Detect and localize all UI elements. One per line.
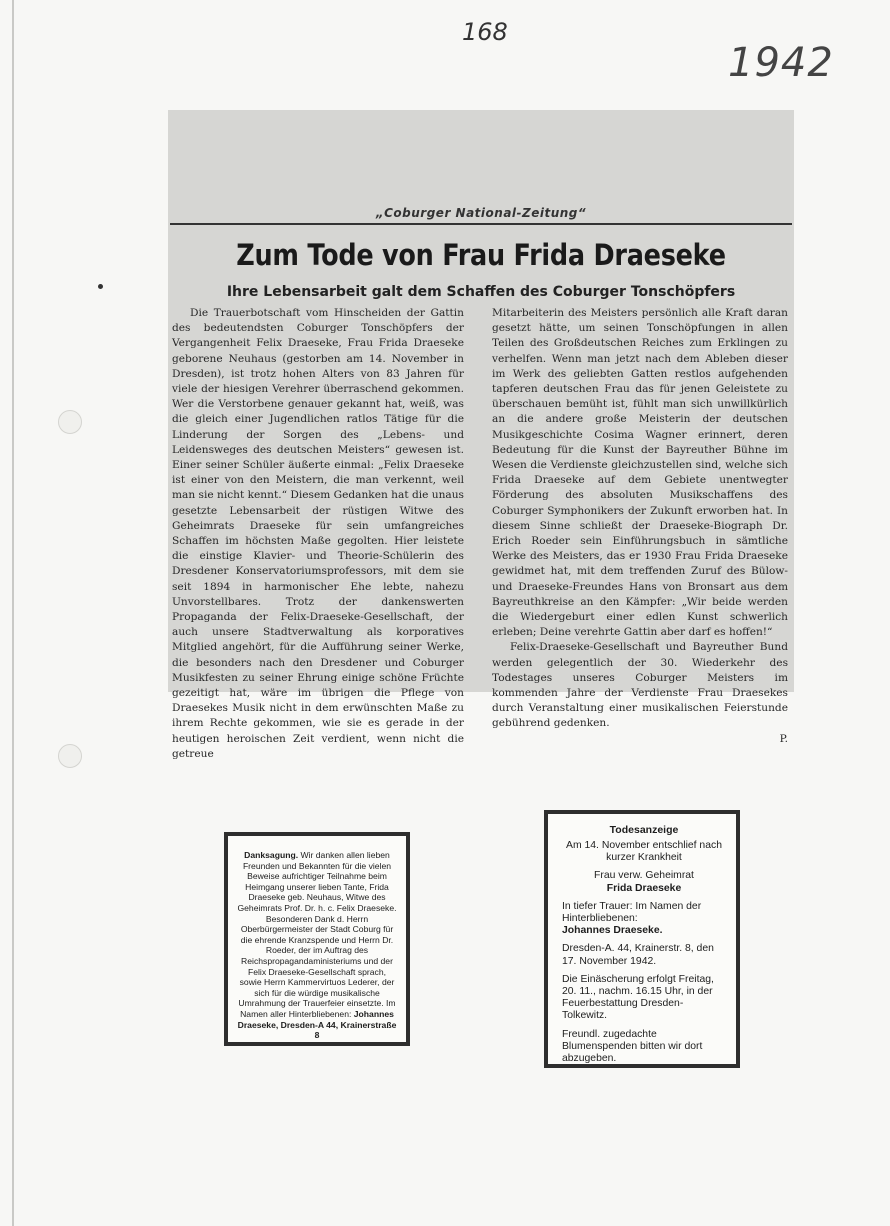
death-notice-mourners: In tiefer Trauer: Im Namen der Hinterbliebenen:	[562, 900, 702, 925]
death-notice-mourner: Johannes Draeseke.	[562, 925, 663, 937]
article-column-left	[172, 306, 464, 762]
thanks-notice-signature: Johannes Draeseke, Dresden-A 44, Krainerstraße 8	[237, 1008, 397, 1041]
death-notice-cremation: Die Einäscherung erfolgt Freitag, 20. 11., nachm. 16.15 Uhr, in der Feuerbestattung Dresden-Tolkewitz.	[562, 973, 714, 1022]
punch-hole	[58, 410, 82, 434]
header-rule	[170, 223, 792, 225]
newspaper-clipping	[168, 110, 794, 760]
subheadline: Ihre Lebensarbeit galt dem Schaffen des Coburger Tonschöpfers	[226, 284, 736, 300]
article-signature: P.	[779, 732, 788, 745]
handwritten-year: 1942	[728, 40, 834, 86]
article-column-right	[492, 306, 788, 747]
thanks-notice-lead: Danksagung.	[244, 850, 299, 860]
death-notice-title: Todesanzeige	[609, 824, 679, 836]
thanks-notice	[224, 832, 410, 1046]
thanks-notice-text	[236, 850, 398, 1041]
death-notice-line: Frau verw. Geheimrat	[594, 870, 694, 882]
death-notice	[544, 810, 740, 1068]
punch-hole	[58, 744, 82, 768]
article-paragraph: Die Trauerbotschaft vom Hinscheiden der Gattin des bedeutendsten Coburger Tonschöpfers der Vergangenheit Felix Draeseke, Frau Frida Draeseke geborene Neuhaus (gestorben am 14. November in Dresden), ist trotz hohen Alters von 83 Jahren für viele der hiesigen Verehrer überraschend gekommen. Wer die Verstorbene genauer gekannt hat, weiß, was die gleich einer Jugendlichen ratlos Tätige für die Linderung der Sorgen des „Lebens- und Leidensweges des deutschen Meisters“ gewesen ist. Einer seiner Schüler äußerte einmal: „Felix Draeseke ist einer von den Meistern, die man verkennt, weil man sie nicht kennt.“ Diesem Gedanken hat die unaus gesetzte Lebensarbeit der rüstigen Witwe des Geheimrats Draeseke für sein umfangreiches Schaffen im höchsten Maße gegolten. Hier leistete die einstige Klavier- und Theorie-Schülerin des Dresdener Konservatoriumsprofessors, mit dem sie seit 1894 in harmonischer Ehe lebte, nahezu Unvorstellbares. Trotz der dankenswerten Propaganda der Felix-Draeseke-Gesellschaft, der auch unsere Stadtverwaltung als korporatives Mitglied angehört, für die Aufführung seiner Werke, die besonders nach den Dresdener und Coburger Musikfesten zu seiner Ehrung einige schöne Früchte gezeitigt hat, wäre im übrigen die Pflege von Draesekes Musik nicht in dem erwünschten Maße zu ihrem Rechte gekommen, wie sie es gerade in der heutigen heroischen Zeit verdient, wenn nicht die getreue	[172, 307, 464, 760]
death-notice-name: Frida Draeseke	[606, 882, 682, 894]
handwritten-page-number: 168	[462, 18, 508, 46]
headline: Zum Tode von Frau Frida Draeseke	[236, 238, 726, 272]
death-notice-line: Am 14. November entschlief nach kurzer Krankheit	[566, 840, 722, 864]
ink-dot	[98, 284, 103, 289]
death-notice-address: Dresden-A. 44, Krainerstr. 8, den 17. November 1942.	[562, 943, 714, 967]
newspaper-name: „Coburger National-Zeitung“	[375, 206, 587, 220]
death-notice-flowers: Freundl. zugedachte Blumenspenden bitten wir dort abzugeben.	[562, 1028, 703, 1065]
article-paragraph: Felix-Draeseke-Gesellschaft und Bayreuther Bund werden gelegentlich der 30. Wiederkehr des Todestages unseres Coburger Meisters im kommenden Jahre der Verdienste Frau Draesekes durch Veranstaltung einer musikalischen Feierstunde gebührend gedenken.	[492, 641, 788, 730]
page-left-edge	[12, 0, 14, 1226]
thanks-notice-body: Wir danken allen lieben Freunden und Bekannten für die vielen Beweise aufrichtiger Teilnahme beim Heimgang unserer lieben Tante, Frida Draeseke geb. Neuhaus, Witwe des Geheimrats Prof. Dr. h. c. Felix Draeseke. Besonderen Dank d. Herrn Oberbürgermeister der Stadt Coburg für die ehrende Kranzspende und Herrn Dr. Roeder, der im Auftrag des Reichspropagandaministeriums und der Felix Draeseke-Gesellschaft sprach, sowie Herrn Kammervirtuos Lederer, der sich für die würdige musikalische Umrahmung der Trauerfeier einsetzte. Im Namen aller Hinterbliebenen:	[237, 850, 397, 1019]
article-paragraph: Mitarbeiterin des Meisters persönlich alle Kraft daran gesetzt hätte, um seinen Tonschöpfungen in allen Teilen des Großdeutschen Reiches zum Erklingen zu verhelfen. Wenn man jetzt nach dem Ableben dieser im Werk des geliebten Gatten restlos aufgehenden tapferen deutschen Frau das für jenen Geleistete zu überschauen bemüht ist, fühlt man sich unwillkürlich an die andere große Meisterin der deutschen Musikgeschichte Cosima Wagner erinnert, deren Bedeutung für die Kunst der Bayreuther Bühne im Wesen die Verdienste gleichzustellen sind, welche sich Frida Draeseke auf dem Gebiete unentwegter Förderung des absoluten Musikschaffens des Coburger Symphonikers der Zukunft erworben hat. In diesem Sinne schließt der Draeseke-Biograph Dr. Erich Roeder sein Einführungsbuch in sämtliche Werke des Meisters, das er 1930 Frau Frida Draeseke gewidmet hat, mit dem treffenden Zuruf des Bülow- und Draeseke-Freundes Hans von Bronsart aus dem Bayreuthkreise an den Kämpfer: „Wir beide werden die Wiedergeburt einer edlen Kunst schwerlich erleben; Deine verehrte Gattin aber darf es hoffen!“	[492, 307, 788, 639]
